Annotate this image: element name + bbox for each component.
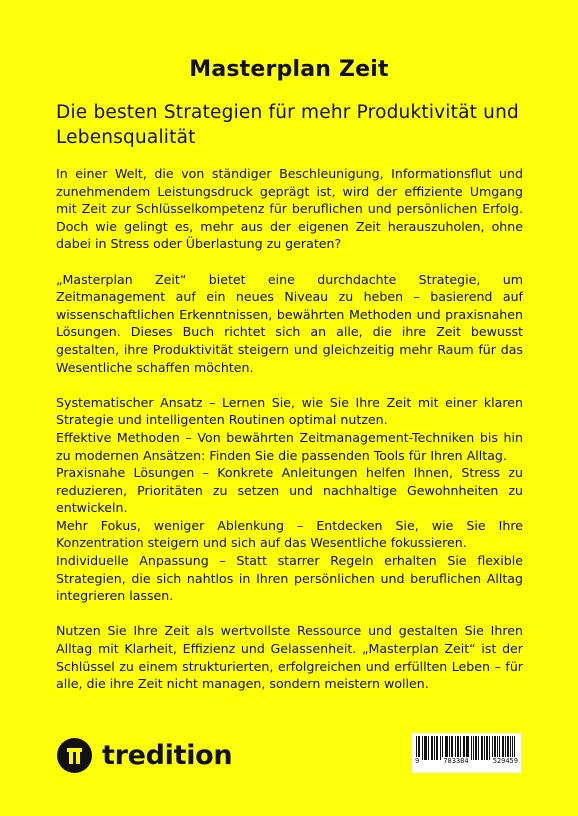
feature-item: Effektive Methoden – Von bewährten Zeitmanagement-Techniken bis hin zu modernen Ansätzen: Finden Sie die passenden Tools für Ihren Alltag.: [56, 429, 523, 463]
barcode-left: 783384: [443, 757, 469, 765]
closing-paragraph: Nutzen Sie Ihre Zeit als wertvollste Ressource und gestalten Sie Ihren Alltag mit Klarheit, Effizienz und Gelassenheit. „Masterplan Zeit“ ist der Schlüssel zu einem strukturierten, erfolgreichen und erfüllten Leben – für alle, die ihre Zeit nicht managen, sondern meistern wollen.: [56, 623, 523, 692]
barcode-lead: 9: [415, 757, 420, 765]
feature-item: Praxisnahe Lösungen – Konkrete Anleitungen helfen Ihnen, Stress zu reduzieren, Prioritäten zu setzen und nachhaltige Gewohnheiten zu entwickeln.: [56, 465, 523, 516]
feature-item: Mehr Fokus, weniger Ablenkung – Entdecken Sie, wie Sie Ihre Konzentration steigern und sich auf das Wesentliche fokussieren.: [56, 517, 523, 551]
book-subtitle: Die besten Strategien für mehr Produktivität und Lebensqualität: [56, 102, 519, 148]
tredition-logo-icon: [57, 738, 92, 773]
feature-item: Systematischer Ansatz – Lernen Sie, wie Sie Ihre Zeit mit einer klaren Strategie und intelligenten Routinen optimal nutzen.: [56, 394, 523, 428]
isbn-barcode: [412, 733, 521, 773]
intro-paragraph: In einer Welt, die von ständiger Beschleunigung, Informationsflut und zunehmendem Leistungsdruck geprägt ist, wird der effiziente Umgang mit Zeit zur Schlüsselkompetenz für beruflichen und persönlichen Erfolg. Doch wie gelingt es, mehr aus der eigenen Zeit herauszuholen, ohne dabei in Stress oder Überlastung zu geraten?: [56, 166, 523, 252]
barcode-number: [414, 757, 519, 765]
feature-list: [56, 394, 523, 605]
publisher-name: tredition: [102, 739, 233, 771]
book-title: Masterplan Zeit: [189, 57, 389, 82]
description-paragraph: „Masterplan Zeit“ bietet eine durchdachte Strategie, um Zeitmanagement auf ein neues Niveau zu heben – basierend auf wissenschaftlichen Erkenntnissen, bewährten Methoden und praxisnahen Lösungen. Dieses Buch richtet sich an alle, die ihre Zeit bewusst gestalten, ihre Produktivität steigern und gleichzeitig mehr Raum für das Wesentliche schaffen möchten.: [56, 271, 523, 375]
publisher-logo: [57, 736, 232, 774]
barcode-right: 529459: [492, 757, 518, 765]
feature-item: Individuelle Anpassung – Statt starrer Regeln erhalten Sie flexible Strategien, die sich nahtlos in Ihren persönlichen und beruflichen Alltag integrieren lassen.: [56, 553, 523, 604]
blurb: [56, 165, 523, 710]
